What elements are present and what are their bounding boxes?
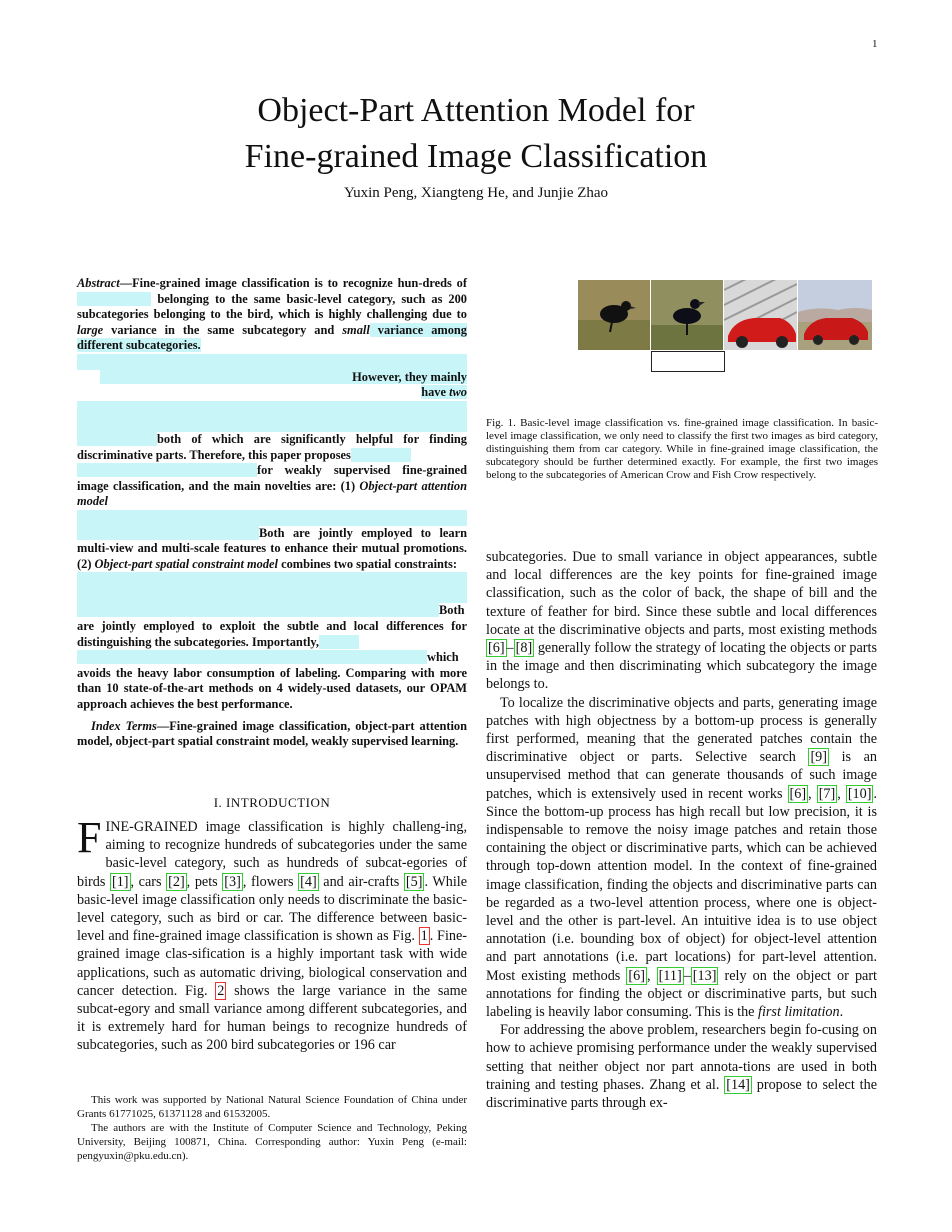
body-text: For addressing the above problem, researchers begin fo-cusing on how to achieve promising performance under the weakly supervised setting that neither object nor part annota-tions are used in both training and testing phases. Zhang et al.: [486, 1022, 877, 1093]
body-text: propose to select the discriminative parts through ex-: [486, 1076, 877, 1112]
body-text: ,: [646, 967, 657, 984]
footnote-funding: This work was supported by National Natural Science Foundation of China under Grants 61771025, 61371128 and 61532005.: [77, 1094, 467, 1120]
abstract-italic: two: [449, 385, 467, 400]
highlight-redaction: [77, 432, 157, 446]
index-terms-label: Index Terms: [91, 718, 157, 733]
highlight-redaction: [77, 292, 151, 306]
car-image-2: [798, 280, 872, 350]
citation-link[interactable]: [3]: [224, 873, 241, 890]
abstract-text: both of which are significantly helpful for finding discriminative parts. Therefore, this paper proposes: [77, 431, 467, 462]
body-text: shows the large variance in the same subcat-egory and small variance among different subcategories, and it is extremely hard for human beings to recognize hundreds of subcategories, such as 200 bird subcategories or 196 car: [77, 982, 467, 1054]
footnote-affiliation: The authors are with the Institute of Computer Science and Technology, Peking University, Beijing 100871, China. Corresponding author: Yuxin Peng (e-mail: pengyuxin@pku.edu.cn).: [77, 1122, 467, 1162]
body-text: ,: [837, 785, 846, 802]
abstract-text: variance among different subcategories.: [77, 322, 467, 353]
highlight-redaction: [77, 463, 257, 477]
body-text: rely on the object or part annotations for finding the object or discriminative parts, but such labeling is heavily labor consuming. This is the: [486, 967, 877, 1021]
body-text: ,: [808, 785, 817, 802]
body-text: –: [683, 967, 691, 984]
citation-link[interactable]: [6]: [789, 785, 807, 802]
abstract-italic: large: [77, 322, 104, 337]
body-text: is an unsupervised method that can generate thousands of such image patches, which is extensively used in recent works: [486, 749, 878, 802]
index-terms-text: —Fine-grained image classification, object-part attention model, object-part spatial constraint model, weakly supervised learning.: [77, 718, 467, 749]
abstract-text: which avoids the heavy labor consumption of labeling. Comparing with more than 10 state-of-the-art methods on 4 widely-used datasets, our OPAM approach achieves the best performance.: [77, 650, 467, 712]
highlight-redaction: [77, 588, 467, 604]
citation-link[interactable]: [13]: [692, 967, 717, 984]
citation-link[interactable]: [14]: [726, 1076, 750, 1093]
highlight-redaction: [77, 650, 427, 664]
footnotes: [77, 1093, 467, 1163]
abstract-text: However, they mainly have: [352, 369, 467, 400]
body-text: INE-GRAINED image classification is highly challeng-ing, aiming to recognize hundreds of subcategories under the same basic-level category, such as hundreds of subcat-egories of birds: [77, 819, 467, 890]
highlight-redaction: [77, 354, 467, 370]
citation-link[interactable]: [6]: [488, 640, 505, 657]
citation-link[interactable]: [8]: [515, 640, 533, 657]
body-text: , pets: [186, 873, 223, 890]
highlight-redaction: [77, 526, 259, 540]
car-image-1: [724, 280, 797, 350]
body-text: , cars: [130, 873, 167, 890]
body-text: . Fine-grained image clas-sification is a highly important task with wide applications, such as automatic driving, biological conservation and cancer detection. Fig.: [77, 928, 467, 999]
redacted-label-box: [651, 351, 725, 372]
abstract-text: Both are jointly employed to exploit the subtle and local differences for distinguishing the subcategories. Importantly,: [77, 603, 467, 649]
highlight-redaction: [319, 635, 359, 649]
citation-link[interactable]: [10]: [847, 785, 872, 802]
highlight-redaction: [100, 370, 352, 384]
abstract-label: Abstract: [77, 276, 120, 290]
page-number: 1: [872, 38, 878, 50]
figure-1: [578, 280, 872, 350]
highlight-redaction: [77, 572, 467, 588]
title-line-2: Fine-grained Image Classification: [244, 138, 708, 175]
citation-link[interactable]: [2]: [168, 873, 185, 890]
right-column-body: [486, 548, 877, 1112]
abstract-text: belonging to the same basic-level category, such as 200 subcategories belonging to the bird, which is highly challenging due to: [77, 291, 467, 322]
title-line-1: Object-Part Attention Model for: [257, 92, 695, 129]
highlight-redaction: [77, 510, 467, 526]
body-text: generally follow the strategy of locating the objects or parts in the image and then discriminating which subcategory the image belongs to.: [486, 640, 877, 693]
abstract-text: —Fine-grained image classification is to recognize hun-dreds of: [119, 276, 467, 290]
abstract-text: combines two spatial constraints:: [278, 556, 457, 571]
abstract-text: for weakly supervised fine-grained image classification, and the main novelties are: (1): [77, 463, 467, 493]
highlight-redaction: [77, 603, 439, 617]
abstract: [77, 276, 467, 750]
figure-link[interactable]: 1: [420, 928, 428, 945]
paper-title: [0, 88, 952, 180]
crow-image-1: [578, 280, 650, 350]
abstract-italic: small: [342, 322, 370, 337]
abstract-italic: Object-part attention model: [77, 478, 467, 509]
body-text: and air-crafts: [318, 873, 404, 890]
abstract-italic: Object-part spatial constraint model: [94, 556, 278, 571]
highlight-redaction: [77, 416, 467, 432]
highlight-redaction: [351, 448, 411, 462]
citation-link[interactable]: [7]: [818, 785, 836, 802]
authors: Yuxin Peng, Xiangteng He, and Junjie Zhao: [343, 185, 609, 201]
figure-caption: Fig. 1. Basic-level image classification vs. fine-grained image classification. In basic-level image classification, we only need to classify the first two images as bird category, distinguishing them from car category. While in fine-grained image classification, the subcategory should be further determined exactly. For example, the first two images belong to the subcategories of American Crow and Fish Crow respectively.: [486, 417, 878, 481]
citation-link[interactable]: [6]: [628, 967, 645, 984]
body-text: .: [839, 1004, 844, 1021]
drop-cap: F: [77, 813, 102, 862]
body-text: To localize the discriminative objects and parts, generating image patches with high objectness by a bottom-up process is generally first performed, meaning that the generated patches contain the discriminative object or parts. Selective search: [486, 694, 877, 766]
body-text: subcategories. Due to small variance in object appearances, subtle and local differences are the key points for fine-grained image classification, such as the color of back, the shape of bill and the texture of feather for bird. Since these subtle and local differences locate at the discriminative objects and parts, most existing methods: [486, 549, 877, 638]
highlight-redaction: [77, 401, 467, 417]
body-text: . Since the bottom-up process has high recall but low precision, it is indispensable to remove the noisy image patches and retain those containing the object or discriminative parts, which can be achieved through top-down attention model. In the context of fine-grained image classification, finding the objects and discriminative parts can be regarded as a two-level attention process, where one is object-level and the other is part-level. An intuitive idea is to use object annotation (i.e. bounding box of object) for object-level attention and part annotations (i.e. part locations) for part-level attention. Most existing methods: [486, 785, 878, 984]
citation-link[interactable]: [5]: [405, 873, 423, 890]
body-text: –: [506, 640, 514, 657]
body-text: , flowers: [242, 873, 299, 890]
citation-link[interactable]: [9]: [810, 749, 827, 766]
citation-link[interactable]: [11]: [658, 967, 682, 984]
citation-link[interactable]: [4]: [300, 873, 317, 890]
body-text: . While basic-level image classification only needs to discriminate the basic-level category, such as bird or car. The difference between basic-level and fine-grained image classification is shown as Fig.: [77, 873, 467, 945]
figure-link[interactable]: 2: [217, 982, 225, 999]
citation-link[interactable]: [1]: [111, 873, 129, 890]
section-heading: I. INTRODUCTION: [213, 795, 331, 810]
crow-image-2: [651, 280, 723, 350]
abstract-text: Both are jointly employed to learn multi-view and multi-scale features to enhance their mutual promotions. (2): [77, 525, 467, 571]
body-italic: first limitation: [758, 1004, 840, 1021]
abstract-text: variance in the same subcategory and: [103, 322, 343, 337]
intro-paragraph: [77, 813, 467, 1055]
